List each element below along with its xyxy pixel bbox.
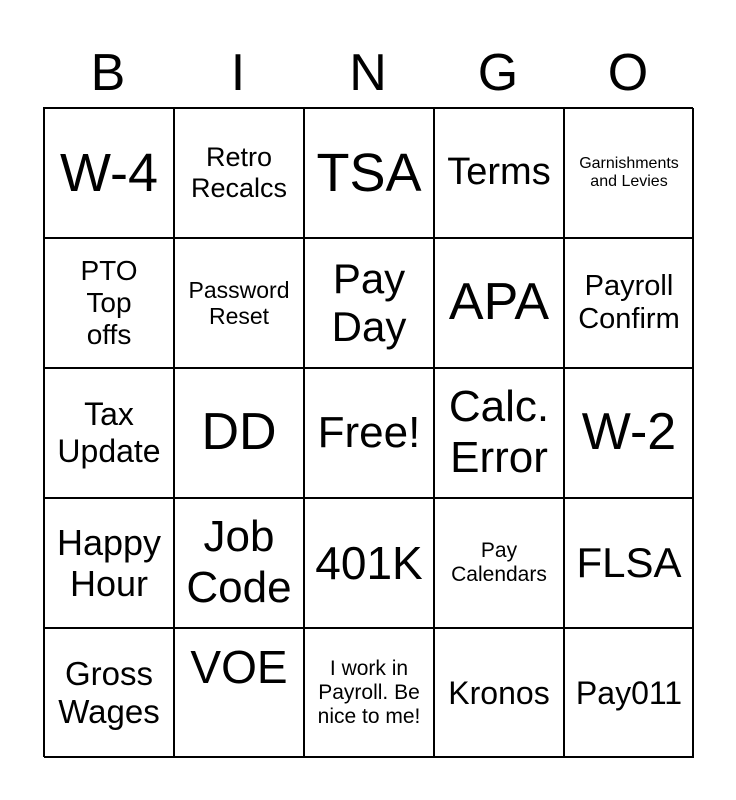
cell-label: W-2 [581,403,677,462]
cell-label: W-4 [59,142,158,203]
bingo-cell[interactable] [564,238,694,368]
bingo-cell[interactable] [434,368,564,498]
cell-label: DD [201,403,277,462]
bingo-cell[interactable] [174,238,304,368]
header-letter-b: B [90,44,126,102]
bingo-grid [43,107,693,757]
bingo-cell[interactable] [434,628,564,758]
bingo-cell[interactable] [304,628,434,758]
cell-label: Happy Hour [56,521,162,604]
cell-label: FLSA [576,538,682,586]
cell-label: I work in Payroll. Be nice to me! [317,656,421,729]
bingo-cell[interactable] [304,108,434,238]
cell-label: Pay Calendars [451,538,547,586]
bingo-cell[interactable] [44,498,174,628]
bingo-cell[interactable] [434,238,564,368]
bingo-cell[interactable] [44,238,174,368]
cell-label: Pay011 [575,674,683,711]
cell-label: Job Code [186,512,292,612]
bingo-cell[interactable] [174,498,304,628]
header-letter-i: I [230,44,246,102]
cell-label: TSA [316,142,422,203]
cell-label: Tax Update [57,396,161,469]
cell-label: Kronos [448,674,550,711]
bingo-cell[interactable] [564,368,694,498]
cell-label: PTO Top offs [80,254,138,351]
bingo-cell[interactable] [304,368,434,498]
cell-label: Garnishments and Levies [579,154,679,190]
header-letter-g: G [477,44,519,102]
bingo-cell[interactable] [174,108,304,238]
cell-label: APA [448,273,550,332]
cell-label: Free! [317,407,421,457]
bingo-cell[interactable] [44,368,174,498]
cell-label: 401K [315,536,423,589]
cell-label: Calc. Error [448,382,550,482]
cell-label: Password Reset [188,276,290,329]
bingo-cell[interactable] [304,238,434,368]
header-letter-o: O [607,44,649,102]
cell-label: VOE [190,641,288,693]
bingo-cell[interactable] [434,498,564,628]
cell-label: Terms [447,151,551,194]
cell-label: Payroll Confirm [578,269,680,335]
bingo-cell[interactable] [174,368,304,498]
bingo-cell[interactable] [174,628,304,758]
header-letter-n: N [349,44,387,102]
cell-label: Retro Recalcs [190,141,288,203]
bingo-cell[interactable] [304,498,434,628]
bingo-cell[interactable] [44,628,174,758]
bingo-cell[interactable] [564,498,694,628]
cell-label: Pay Day [331,254,407,350]
bingo-header [43,40,693,106]
bingo-cell[interactable] [434,108,564,238]
bingo-cell[interactable] [564,628,694,758]
bingo-cell[interactable] [44,108,174,238]
cell-label: Gross Wages [58,655,160,730]
bingo-cell[interactable] [564,108,694,238]
